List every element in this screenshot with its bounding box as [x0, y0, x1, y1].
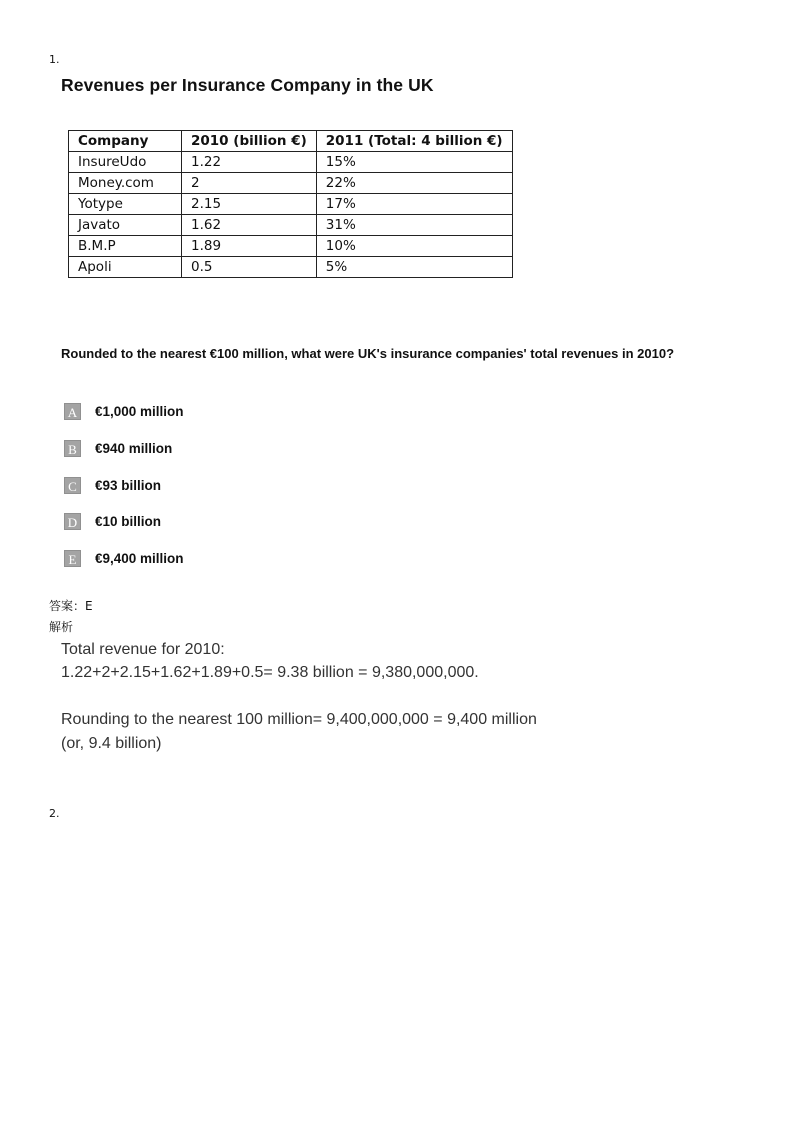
cell-company: Apoli [69, 257, 182, 278]
question-text: Rounded to the nearest €100 million, what were UK's insurance companies' total revenues in 2010? [61, 346, 675, 361]
cell-2010: 1.22 [182, 152, 317, 173]
table-row [69, 194, 513, 215]
cell-2011: 17% [316, 194, 512, 215]
explanation-line: Rounding to the nearest 100 million= 9,400,000,000 = 9,400 million [61, 711, 537, 728]
cell-company: B.M.P [69, 236, 182, 257]
choice-d[interactable] [64, 512, 161, 530]
cell-company: Yotype [69, 194, 182, 215]
choice-text: €9,400 million [95, 550, 184, 566]
cell-2010: 1.62 [182, 215, 317, 236]
column-header-company: Company [69, 131, 182, 152]
cell-company: InsureUdo [69, 152, 182, 173]
question-number: 1. [49, 53, 60, 66]
cell-2010: 2 [182, 173, 317, 194]
cell-2010: 0.5 [182, 257, 317, 278]
answer-label: 答案：E [49, 599, 93, 613]
table-row [69, 236, 513, 257]
choice-text: €93 billion [95, 477, 162, 493]
cell-2011: 22% [316, 173, 512, 194]
choice-letter-badge: E [64, 550, 81, 567]
table-header-row [69, 131, 513, 152]
table-row [69, 173, 513, 194]
analysis-label: 解析 [49, 620, 74, 634]
explanation-line: (or, 9.4 billion) [61, 735, 162, 752]
table-row [69, 257, 513, 278]
column-header-2011: 2011 (Total: 4 billion €) [316, 131, 512, 152]
choice-letter-badge: D [64, 513, 81, 530]
cell-2010: 2.15 [182, 194, 317, 215]
choice-letter-badge: A [64, 403, 81, 420]
choice-a[interactable] [64, 402, 184, 420]
table-title: Revenues per Insurance Company in the UK [61, 75, 434, 95]
choice-letter-badge: B [64, 440, 81, 457]
choice-c[interactable] [64, 476, 161, 494]
cell-2011: 31% [316, 215, 512, 236]
cell-company: Money.com [69, 173, 182, 194]
choice-b[interactable] [64, 439, 172, 457]
explanation-line: Total revenue for 2010: [61, 641, 225, 658]
choice-text: €1,000 million [95, 403, 184, 419]
cell-2011: 10% [316, 236, 512, 257]
choice-text: €10 billion [95, 513, 162, 529]
revenue-table [68, 130, 513, 278]
choice-text: €940 million [95, 440, 173, 456]
cell-2011: 5% [316, 257, 512, 278]
table-row [69, 215, 513, 236]
cell-2011: 15% [316, 152, 512, 173]
column-header-2010: 2010 (billion €) [182, 131, 317, 152]
cell-2010: 1.89 [182, 236, 317, 257]
table-row [69, 152, 513, 173]
explanation-line: 1.22+2+2.15+1.62+1.89+0.5= 9.38 billion = 9,380,000,000. [61, 664, 479, 681]
choice-letter-badge: C [64, 477, 81, 494]
question-number: 2. [49, 807, 60, 820]
cell-company: Javato [69, 215, 182, 236]
choice-e[interactable] [64, 549, 184, 567]
